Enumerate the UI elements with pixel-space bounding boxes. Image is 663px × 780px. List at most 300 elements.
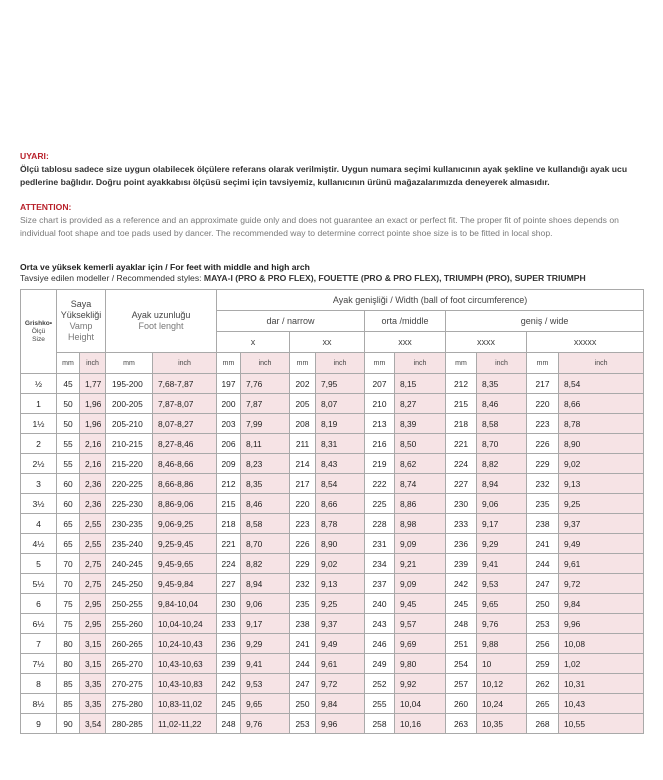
cell-size: 6 bbox=[21, 594, 57, 614]
unit-mm: mm bbox=[446, 353, 477, 374]
cell-xxxx-mm: 218 bbox=[446, 414, 477, 434]
cell-vamp-mm: 80 bbox=[57, 654, 80, 674]
cell-xxx-mm: 249 bbox=[365, 654, 395, 674]
cell-xxx-inch: 8,15 bbox=[395, 374, 446, 394]
cell-xxxx-mm: 257 bbox=[446, 674, 477, 694]
cell-vamp-mm: 70 bbox=[57, 554, 80, 574]
cell-xxx-mm: 213 bbox=[365, 414, 395, 434]
cell-foot-inch: 8,46-8,66 bbox=[153, 454, 217, 474]
cell-vamp-mm: 60 bbox=[57, 474, 80, 494]
cell-x-inch: 9,53 bbox=[241, 674, 290, 694]
cell-xxxxx-inch: 8,90 bbox=[559, 434, 644, 454]
recommended-styles bbox=[20, 273, 644, 284]
cell-size: 7 bbox=[21, 634, 57, 654]
cell-xxx-inch: 8,86 bbox=[395, 494, 446, 514]
cell-foot-mm: 215-220 bbox=[106, 454, 153, 474]
cell-x-mm: 203 bbox=[217, 414, 241, 434]
cell-xxxxx-mm: 250 bbox=[527, 594, 559, 614]
cell-x-inch: 8,94 bbox=[241, 574, 290, 594]
arch-heading: Orta ve yüksek kemerli ayaklar için / For feet with middle and high arch bbox=[20, 262, 310, 272]
warning-tr-title: UYARI: bbox=[20, 151, 49, 161]
cell-xxxxx-mm: 253 bbox=[527, 614, 559, 634]
cell-size: 4 bbox=[21, 514, 57, 534]
cell-xxxx-mm: 248 bbox=[446, 614, 477, 634]
cell-xxxxx-inch: 8,54 bbox=[559, 374, 644, 394]
cell-xxxxx-mm: 265 bbox=[527, 694, 559, 714]
foot-length-header bbox=[106, 290, 217, 353]
cell-foot-inch: 10,24-10,43 bbox=[153, 634, 217, 654]
cell-size: ½ bbox=[21, 374, 57, 394]
cell-x-inch: 9,29 bbox=[241, 634, 290, 654]
cell-xxx-inch: 10,16 bbox=[395, 714, 446, 734]
cell-x-inch: 8,35 bbox=[241, 474, 290, 494]
cell-xx-inch: 9,13 bbox=[316, 574, 365, 594]
table-row bbox=[21, 634, 644, 654]
table-row bbox=[21, 514, 644, 534]
cell-vamp-inch: 2,75 bbox=[80, 574, 106, 594]
cell-xxxx-mm: 236 bbox=[446, 534, 477, 554]
cell-xxxxx-mm: 226 bbox=[527, 434, 559, 454]
table-row bbox=[21, 554, 644, 574]
cell-x-mm: 212 bbox=[217, 474, 241, 494]
cell-xxxxx-mm: 223 bbox=[527, 414, 559, 434]
unit-mm: mm bbox=[57, 353, 80, 374]
cell-vamp-inch: 2,36 bbox=[80, 494, 106, 514]
cell-xxx-mm: 207 bbox=[365, 374, 395, 394]
cell-xxxx-inch: 10 bbox=[477, 654, 527, 674]
cell-size: 7½ bbox=[21, 654, 57, 674]
cell-xx-mm: 202 bbox=[290, 374, 316, 394]
table-row bbox=[21, 494, 644, 514]
cell-foot-mm: 195-200 bbox=[106, 374, 153, 394]
cell-xx-mm: 223 bbox=[290, 514, 316, 534]
cell-xxxxx-inch: 9,37 bbox=[559, 514, 644, 534]
cell-size: 1 bbox=[21, 394, 57, 414]
cell-xx-mm: 214 bbox=[290, 454, 316, 474]
cell-xxxxx-inch: 9,49 bbox=[559, 534, 644, 554]
table-row bbox=[21, 594, 644, 614]
cell-xxxxx-mm: 229 bbox=[527, 454, 559, 474]
table-subheading bbox=[20, 262, 644, 284]
recommended-styles-prefix: Tavsiye edilen modeller / Recommended styles: bbox=[20, 273, 204, 283]
cell-xxxx-mm: 239 bbox=[446, 554, 477, 574]
cell-vamp-inch: 2,16 bbox=[80, 434, 106, 454]
foot-length-en: Foot lenght bbox=[138, 321, 184, 331]
cell-xx-mm: 220 bbox=[290, 494, 316, 514]
cell-xxx-mm: 216 bbox=[365, 434, 395, 454]
cell-xxxx-inch: 9,88 bbox=[477, 634, 527, 654]
cell-vamp-inch: 2,95 bbox=[80, 594, 106, 614]
cell-foot-mm: 250-255 bbox=[106, 594, 153, 614]
cell-xxx-inch: 9,57 bbox=[395, 614, 446, 634]
cell-foot-mm: 265-270 bbox=[106, 654, 153, 674]
cell-xxx-mm: 255 bbox=[365, 694, 395, 714]
cell-vamp-mm: 60 bbox=[57, 494, 80, 514]
cell-xx-inch: 8,19 bbox=[316, 414, 365, 434]
foot-length-tr: Ayak uzunluğu bbox=[131, 310, 191, 320]
unit-inch: inch bbox=[316, 353, 365, 374]
cell-vamp-inch: 3,35 bbox=[80, 694, 106, 714]
cell-xxxx-inch: 9,53 bbox=[477, 574, 527, 594]
grishko-brand: Grishko• bbox=[24, 319, 53, 327]
cell-xxxx-mm: 263 bbox=[446, 714, 477, 734]
cell-size: 8 bbox=[21, 674, 57, 694]
cell-xx-inch: 7,95 bbox=[316, 374, 365, 394]
cell-x-mm: 221 bbox=[217, 534, 241, 554]
cell-x-inch: 9,06 bbox=[241, 594, 290, 614]
size-xxxx-header: xxxx bbox=[446, 332, 527, 353]
size-chart-table bbox=[20, 289, 644, 734]
cell-xx-mm: 208 bbox=[290, 414, 316, 434]
cell-vamp-inch: 2,36 bbox=[80, 474, 106, 494]
cell-xx-mm: 226 bbox=[290, 534, 316, 554]
cell-xxxxx-inch: 10,43 bbox=[559, 694, 644, 714]
cell-foot-inch: 8,27-8,46 bbox=[153, 434, 217, 454]
cell-xxx-mm: 243 bbox=[365, 614, 395, 634]
cell-x-mm: 230 bbox=[217, 594, 241, 614]
unit-inch: inch bbox=[241, 353, 290, 374]
cell-xxxx-mm: 233 bbox=[446, 514, 477, 534]
table-row bbox=[21, 614, 644, 634]
cell-foot-inch: 9,45-9,84 bbox=[153, 574, 217, 594]
cell-size: 9 bbox=[21, 714, 57, 734]
cell-vamp-mm: 65 bbox=[57, 534, 80, 554]
cell-x-inch: 8,70 bbox=[241, 534, 290, 554]
cell-x-mm: 236 bbox=[217, 634, 241, 654]
cell-xxxxx-mm: 217 bbox=[527, 374, 559, 394]
cell-foot-mm: 275-280 bbox=[106, 694, 153, 714]
cell-vamp-inch: 2,16 bbox=[80, 454, 106, 474]
cell-xx-inch: 9,37 bbox=[316, 614, 365, 634]
cell-foot-mm: 260-265 bbox=[106, 634, 153, 654]
cell-xxx-inch: 8,39 bbox=[395, 414, 446, 434]
cell-vamp-mm: 50 bbox=[57, 394, 80, 414]
cell-size: 2½ bbox=[21, 454, 57, 474]
cell-xxxx-inch: 9,29 bbox=[477, 534, 527, 554]
cell-x-inch: 7,99 bbox=[241, 414, 290, 434]
cell-xx-mm: 229 bbox=[290, 554, 316, 574]
cell-xx-inch: 8,54 bbox=[316, 474, 365, 494]
cell-x-inch: 7,87 bbox=[241, 394, 290, 414]
grishko-size-tr: Ölçü bbox=[31, 327, 46, 335]
cell-xxxx-inch: 9,76 bbox=[477, 614, 527, 634]
cell-xxxxx-inch: 10,08 bbox=[559, 634, 644, 654]
cell-foot-inch: 8,66-8,86 bbox=[153, 474, 217, 494]
cell-xx-inch: 9,72 bbox=[316, 674, 365, 694]
cell-xxxx-mm: 251 bbox=[446, 634, 477, 654]
cell-xxxxx-mm: 232 bbox=[527, 474, 559, 494]
cell-xxx-inch: 8,62 bbox=[395, 454, 446, 474]
table-row bbox=[21, 574, 644, 594]
cell-xx-mm: 238 bbox=[290, 614, 316, 634]
cell-xxxxx-mm: 244 bbox=[527, 554, 559, 574]
cell-xxx-inch: 8,50 bbox=[395, 434, 446, 454]
cell-xxxx-mm: 260 bbox=[446, 694, 477, 714]
cell-xxxx-inch: 8,58 bbox=[477, 414, 527, 434]
cell-xx-mm: 205 bbox=[290, 394, 316, 414]
unit-mm: mm bbox=[290, 353, 316, 374]
cell-vamp-inch: 3,54 bbox=[80, 714, 106, 734]
cell-xx-mm: 235 bbox=[290, 594, 316, 614]
grishko-size-header bbox=[21, 290, 57, 374]
table-row bbox=[21, 654, 644, 674]
cell-xxxxx-mm: 220 bbox=[527, 394, 559, 414]
cell-vamp-mm: 75 bbox=[57, 614, 80, 634]
cell-foot-inch: 10,83-11,02 bbox=[153, 694, 217, 714]
table-row bbox=[21, 474, 644, 494]
cell-xxxxx-inch: 1,02 bbox=[559, 654, 644, 674]
cell-xx-mm: 232 bbox=[290, 574, 316, 594]
cell-xxx-inch: 8,98 bbox=[395, 514, 446, 534]
cell-xxx-mm: 234 bbox=[365, 554, 395, 574]
cell-x-inch: 7,76 bbox=[241, 374, 290, 394]
cell-xx-inch: 8,78 bbox=[316, 514, 365, 534]
warning-tr-text: Ölçü tablosu sadece size uygun olabilecek ölçülere referans olarak verilmiştir. Uygun numara seçimi kullanıcının ayak şekline ve kullandığı ayak ucu pedlerine bağlıdır. Doğru point ayakkabısı ölçüsü seçimi için tavsiyemiz, kullanıcının ürünü mağazalarımızda deneyerek almasıdır. bbox=[20, 164, 628, 187]
table-row bbox=[21, 434, 644, 454]
cell-foot-mm: 240-245 bbox=[106, 554, 153, 574]
cell-x-mm: 248 bbox=[217, 714, 241, 734]
cell-x-inch: 9,41 bbox=[241, 654, 290, 674]
cell-vamp-mm: 85 bbox=[57, 694, 80, 714]
cell-xxx-inch: 9,80 bbox=[395, 654, 446, 674]
cell-xxxx-inch: 8,82 bbox=[477, 454, 527, 474]
cell-size: 3½ bbox=[21, 494, 57, 514]
cell-foot-mm: 245-250 bbox=[106, 574, 153, 594]
width-header: Ayak genişliği / Width (ball of foot circumference) bbox=[217, 290, 644, 311]
warning-en bbox=[20, 201, 644, 240]
warning-en-text: Size chart is provided as a reference and an approximate guide only and does not guarantee an exact or perfect fit. The proper fit of pointe shoes depends on individual foot shape and toe pads used by dancer. The recommended way to determine correct pointe shoe size is to be fitted in local shop. bbox=[20, 215, 619, 238]
cell-xxxxx-mm: 235 bbox=[527, 494, 559, 514]
warning-en-title: ATTENTION: bbox=[20, 202, 72, 212]
grishko-size-en: Size bbox=[32, 335, 45, 343]
cell-xxx-mm: 225 bbox=[365, 494, 395, 514]
cell-vamp-inch: 1,96 bbox=[80, 394, 106, 414]
cell-foot-inch: 9,45-9,65 bbox=[153, 554, 217, 574]
cell-xxxx-mm: 230 bbox=[446, 494, 477, 514]
cell-xxxxx-inch: 10,31 bbox=[559, 674, 644, 694]
unit-inch: inch bbox=[559, 353, 644, 374]
cell-xx-mm: 247 bbox=[290, 674, 316, 694]
recommended-styles-models: MAYA-I (PRO & PRO FLEX), FOUETTE (PRO & PRO FLEX), TRIUMPH (PRO), SUPER TRIUMPH bbox=[203, 273, 586, 283]
cell-xxxxx-inch: 9,96 bbox=[559, 614, 644, 634]
cell-xxxx-inch: 8,35 bbox=[477, 374, 527, 394]
cell-foot-inch: 9,06-9,25 bbox=[153, 514, 217, 534]
cell-xxxxx-mm: 256 bbox=[527, 634, 559, 654]
cell-x-mm: 206 bbox=[217, 434, 241, 454]
cell-xxxx-inch: 9,06 bbox=[477, 494, 527, 514]
unit-mm: mm bbox=[217, 353, 241, 374]
cell-xxx-mm: 258 bbox=[365, 714, 395, 734]
cell-xxxx-mm: 224 bbox=[446, 454, 477, 474]
unit-mm: mm bbox=[365, 353, 395, 374]
cell-foot-inch: 11,02-11,22 bbox=[153, 714, 217, 734]
cell-xxxxx-inch: 9,84 bbox=[559, 594, 644, 614]
cell-size: 1½ bbox=[21, 414, 57, 434]
cell-xxxx-inch: 9,65 bbox=[477, 594, 527, 614]
cell-foot-inch: 9,84-10,04 bbox=[153, 594, 217, 614]
table-row bbox=[21, 714, 644, 734]
cell-x-mm: 215 bbox=[217, 494, 241, 514]
cell-xx-inch: 9,02 bbox=[316, 554, 365, 574]
cell-x-inch: 9,17 bbox=[241, 614, 290, 634]
unit-inch: inch bbox=[80, 353, 106, 374]
cell-xx-inch: 8,43 bbox=[316, 454, 365, 474]
cell-xxx-inch: 9,21 bbox=[395, 554, 446, 574]
cell-vamp-inch: 2,55 bbox=[80, 534, 106, 554]
cell-xxxx-mm: 242 bbox=[446, 574, 477, 594]
cell-foot-inch: 8,86-9,06 bbox=[153, 494, 217, 514]
cell-xxxxx-inch: 9,25 bbox=[559, 494, 644, 514]
cell-vamp-inch: 2,55 bbox=[80, 514, 106, 534]
cell-x-mm: 239 bbox=[217, 654, 241, 674]
cell-vamp-mm: 75 bbox=[57, 594, 80, 614]
cell-xxxx-inch: 9,41 bbox=[477, 554, 527, 574]
cell-xx-inch: 8,66 bbox=[316, 494, 365, 514]
cell-vamp-inch: 3,15 bbox=[80, 634, 106, 654]
cell-xxxxx-inch: 9,61 bbox=[559, 554, 644, 574]
cell-x-mm: 242 bbox=[217, 674, 241, 694]
cell-size: 4½ bbox=[21, 534, 57, 554]
cell-size: 2 bbox=[21, 434, 57, 454]
cell-xx-inch: 9,96 bbox=[316, 714, 365, 734]
warning-tr bbox=[20, 150, 644, 189]
cell-vamp-inch: 3,15 bbox=[80, 654, 106, 674]
cell-xxxx-inch: 10,24 bbox=[477, 694, 527, 714]
size-xxxxx-header: xxxxx bbox=[527, 332, 644, 353]
table-row bbox=[21, 414, 644, 434]
cell-foot-mm: 205-210 bbox=[106, 414, 153, 434]
cell-xx-inch: 8,90 bbox=[316, 534, 365, 554]
cell-xxxxx-inch: 8,78 bbox=[559, 414, 644, 434]
cell-xxx-inch: 10,04 bbox=[395, 694, 446, 714]
cell-vamp-mm: 80 bbox=[57, 634, 80, 654]
cell-xxx-mm: 210 bbox=[365, 394, 395, 414]
cell-xx-mm: 241 bbox=[290, 634, 316, 654]
cell-xxxxx-inch: 9,13 bbox=[559, 474, 644, 494]
cell-xxx-mm: 246 bbox=[365, 634, 395, 654]
cell-foot-mm: 200-205 bbox=[106, 394, 153, 414]
cell-xxxx-inch: 10,35 bbox=[477, 714, 527, 734]
cell-xxxxx-inch: 10,55 bbox=[559, 714, 644, 734]
cell-x-mm: 209 bbox=[217, 454, 241, 474]
cell-vamp-mm: 50 bbox=[57, 414, 80, 434]
cell-xx-inch: 9,61 bbox=[316, 654, 365, 674]
cell-xxxx-inch: 10,12 bbox=[477, 674, 527, 694]
unit-inch: inch bbox=[477, 353, 527, 374]
cell-foot-inch: 8,07-8,27 bbox=[153, 414, 217, 434]
cell-x-mm: 200 bbox=[217, 394, 241, 414]
cell-xxx-mm: 219 bbox=[365, 454, 395, 474]
table-row bbox=[21, 534, 644, 554]
vamp-tr-2: Yüksekliği bbox=[60, 310, 102, 320]
cell-xxxx-mm: 221 bbox=[446, 434, 477, 454]
cell-xxx-inch: 9,09 bbox=[395, 534, 446, 554]
size-x-header: x bbox=[217, 332, 290, 353]
cell-vamp-inch: 1,77 bbox=[80, 374, 106, 394]
size-rows bbox=[21, 374, 644, 734]
vamp-tr-1: Saya bbox=[70, 299, 92, 309]
cell-foot-inch: 7,87-8,07 bbox=[153, 394, 217, 414]
cell-foot-inch: 7,68-7,87 bbox=[153, 374, 217, 394]
cell-xxx-inch: 9,92 bbox=[395, 674, 446, 694]
cell-xxxxx-mm: 241 bbox=[527, 534, 559, 554]
narrow-header: dar / narrow bbox=[217, 311, 365, 332]
cell-xxx-inch: 8,74 bbox=[395, 474, 446, 494]
cell-x-inch: 8,58 bbox=[241, 514, 290, 534]
cell-xx-inch: 8,31 bbox=[316, 434, 365, 454]
vamp-en-1: Vamp bbox=[69, 321, 93, 331]
cell-xx-inch: 9,25 bbox=[316, 594, 365, 614]
cell-xxxxx-mm: 238 bbox=[527, 514, 559, 534]
cell-vamp-mm: 70 bbox=[57, 574, 80, 594]
cell-xxx-inch: 8,27 bbox=[395, 394, 446, 414]
cell-xxxxx-mm: 268 bbox=[527, 714, 559, 734]
cell-xxxx-inch: 9,17 bbox=[477, 514, 527, 534]
cell-foot-inch: 10,43-10,83 bbox=[153, 674, 217, 694]
cell-size: 8½ bbox=[21, 694, 57, 714]
cell-vamp-inch: 2,95 bbox=[80, 614, 106, 634]
unit-mm: mm bbox=[527, 353, 559, 374]
cell-xxx-inch: 9,45 bbox=[395, 594, 446, 614]
cell-x-inch: 8,46 bbox=[241, 494, 290, 514]
cell-x-inch: 9,65 bbox=[241, 694, 290, 714]
cell-xxxx-inch: 8,46 bbox=[477, 394, 527, 414]
cell-xx-mm: 217 bbox=[290, 474, 316, 494]
cell-size: 5½ bbox=[21, 574, 57, 594]
size-xxx-header: xxx bbox=[365, 332, 446, 353]
cell-xxxxx-inch: 9,72 bbox=[559, 574, 644, 594]
cell-xxx-mm: 252 bbox=[365, 674, 395, 694]
cell-foot-mm: 230-235 bbox=[106, 514, 153, 534]
table-row bbox=[21, 674, 644, 694]
cell-xxxxx-mm: 262 bbox=[527, 674, 559, 694]
cell-xx-mm: 250 bbox=[290, 694, 316, 714]
cell-xxx-mm: 231 bbox=[365, 534, 395, 554]
cell-vamp-mm: 85 bbox=[57, 674, 80, 694]
cell-foot-mm: 270-275 bbox=[106, 674, 153, 694]
cell-x-inch: 8,11 bbox=[241, 434, 290, 454]
cell-xxxx-inch: 8,70 bbox=[477, 434, 527, 454]
cell-foot-mm: 225-230 bbox=[106, 494, 153, 514]
cell-foot-inch: 10,04-10,24 bbox=[153, 614, 217, 634]
cell-vamp-inch: 3,35 bbox=[80, 674, 106, 694]
cell-xxx-mm: 240 bbox=[365, 594, 395, 614]
cell-vamp-inch: 1,96 bbox=[80, 414, 106, 434]
table-row bbox=[21, 394, 644, 414]
cell-xxx-mm: 222 bbox=[365, 474, 395, 494]
cell-xxx-mm: 228 bbox=[365, 514, 395, 534]
cell-xx-mm: 211 bbox=[290, 434, 316, 454]
cell-xxxxx-mm: 247 bbox=[527, 574, 559, 594]
cell-xx-mm: 244 bbox=[290, 654, 316, 674]
cell-xxx-mm: 237 bbox=[365, 574, 395, 594]
vamp-height-header bbox=[57, 290, 106, 353]
cell-foot-inch: 10,43-10,63 bbox=[153, 654, 217, 674]
cell-xxxx-mm: 254 bbox=[446, 654, 477, 674]
cell-foot-mm: 210-215 bbox=[106, 434, 153, 454]
cell-xxxxx-mm: 259 bbox=[527, 654, 559, 674]
unit-inch: inch bbox=[153, 353, 217, 374]
cell-foot-mm: 235-240 bbox=[106, 534, 153, 554]
cell-xxxxx-inch: 9,02 bbox=[559, 454, 644, 474]
size-xx-header: xx bbox=[290, 332, 365, 353]
table-row bbox=[21, 694, 644, 714]
cell-xx-inch: 9,49 bbox=[316, 634, 365, 654]
cell-x-mm: 218 bbox=[217, 514, 241, 534]
cell-size: 5 bbox=[21, 554, 57, 574]
cell-x-mm: 233 bbox=[217, 614, 241, 634]
cell-foot-mm: 280-285 bbox=[106, 714, 153, 734]
